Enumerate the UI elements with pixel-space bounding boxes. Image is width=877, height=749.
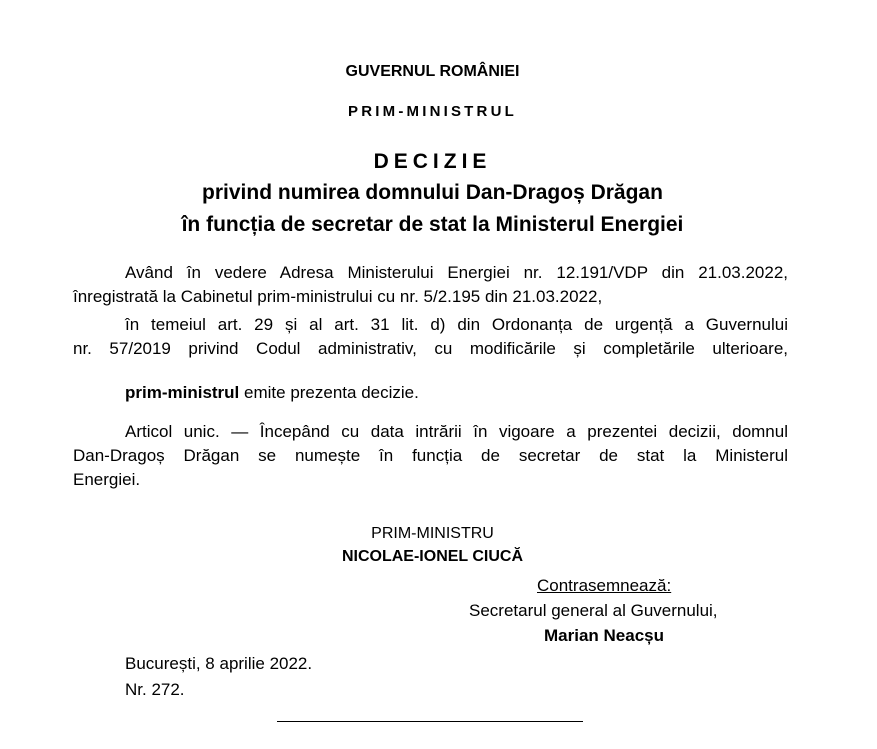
article-line-2: Dan-Dragoș Drăgan se numește în funcția de secretar de stat la Ministerul: [73, 446, 788, 465]
decision-subtitle-line-1: privind numirea domnului Dan-Dragoș Drăgan: [202, 181, 663, 204]
preamble-paragraph-2-line-2: nr. 57/2019 privind Codul administrativ, cu modificările și completările ulterioare,: [73, 339, 788, 358]
government-heading: GUVERNUL ROMÂNIEI: [345, 63, 520, 80]
countersignatory-name: Marian Neacșu: [544, 626, 664, 645]
issuance-action: emite prezenta decizie.: [239, 383, 419, 402]
office-heading: PRIM-MINISTRUL: [348, 103, 517, 120]
countersignature-label: Contrasemnează:: [537, 576, 672, 595]
preamble-paragraph-2-line-1: în temeiul art. 29 și al art. 31 lit. d) din Ordonanța de urgență a Guvernului: [125, 315, 788, 334]
decision-subtitle-line-2: în funcția de secretar de stat la Ministerul Energiei: [181, 213, 684, 236]
issuance-statement: [125, 383, 419, 403]
signatory-role: PRIM-MINISTRU: [371, 525, 494, 542]
preamble-paragraph-1-line-2: înregistrată la Cabinetul prim-ministrului cu nr. 5/2.195 din 21.03.2022,: [73, 287, 603, 306]
footer-divider: [277, 721, 583, 722]
signatory-name: NICOLAE-IONEL CIUCĂ: [341, 548, 524, 565]
decision-number: Nr. 272.: [125, 680, 185, 699]
article-line-3: Energiei.: [73, 470, 141, 489]
issuance-actor: prim-ministrul: [125, 383, 240, 402]
place-and-date: București, 8 aprilie 2022.: [125, 654, 313, 673]
article-line-1: Articol unic. — Începând cu data intrării în vigoare a prezentei decizii, domnul: [125, 422, 788, 441]
preamble-paragraph-1-line-1: Având în vedere Adresa Ministerului Energiei nr. 12.191/VDP din 21.03.2022,: [125, 263, 788, 282]
decision-title: DECIZIE: [373, 150, 492, 173]
countersignatory-role: Secretarul general al Guvernului,: [469, 601, 718, 620]
